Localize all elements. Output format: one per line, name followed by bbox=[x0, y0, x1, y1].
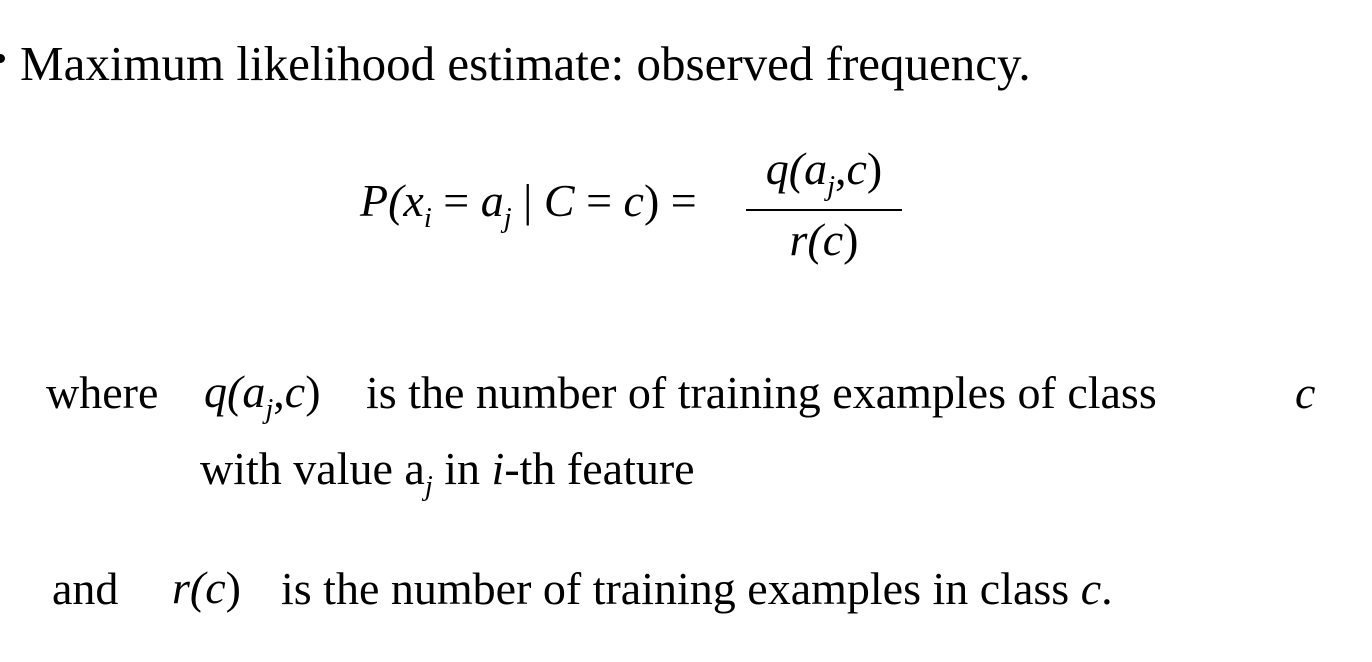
and-description bbox=[281, 563, 1113, 614]
eq-equals-2: = bbox=[574, 175, 624, 226]
eq-a: a bbox=[480, 175, 504, 226]
and-period: . bbox=[1101, 563, 1113, 614]
den-r-open: r( bbox=[789, 214, 823, 266]
num-close: ) bbox=[866, 143, 883, 194]
num-c: c bbox=[846, 143, 867, 194]
fraction-numerator bbox=[765, 143, 883, 202]
r-close: ) bbox=[225, 562, 241, 613]
value-mid: in bbox=[432, 443, 492, 494]
value-suffix: -th feature bbox=[504, 443, 695, 494]
fraction-denominator bbox=[789, 214, 859, 266]
q-open: q( bbox=[204, 366, 243, 417]
heading: Maximum likelihood estimate: observed frequency. bbox=[20, 36, 1031, 91]
eq-a-sub: j bbox=[503, 202, 512, 234]
eq-close-equals: ) = bbox=[643, 175, 697, 226]
where-class-var: c bbox=[1295, 367, 1316, 418]
where-q-expression bbox=[204, 366, 321, 425]
q-comma: , bbox=[273, 366, 285, 417]
fraction-bar bbox=[746, 209, 902, 211]
q-a: a bbox=[242, 366, 266, 417]
q-c: c bbox=[284, 366, 306, 417]
value-i: i bbox=[491, 443, 505, 494]
eq-given: | bbox=[511, 175, 544, 226]
eq-x-sub: i bbox=[423, 202, 432, 234]
equation-fraction bbox=[746, 143, 902, 266]
num-a-sub: j bbox=[827, 170, 835, 202]
num-a: a bbox=[804, 143, 828, 194]
and-text: is the number of training examples in class bbox=[281, 563, 1081, 614]
eq-equals-1: = bbox=[431, 175, 481, 226]
num-comma: , bbox=[835, 143, 847, 194]
and-class-var: c bbox=[1080, 563, 1102, 614]
eq-p-open: P( bbox=[360, 175, 404, 226]
and-r-expression bbox=[172, 562, 241, 613]
num-q-open: q( bbox=[765, 143, 805, 194]
den-close: ) bbox=[843, 214, 859, 266]
q-close: ) bbox=[305, 366, 321, 417]
eq-C: C bbox=[543, 175, 575, 226]
where-description-line2 bbox=[200, 443, 695, 502]
where-label: where bbox=[46, 367, 159, 418]
equation-lhs bbox=[360, 175, 697, 234]
and-label: and bbox=[52, 563, 119, 614]
value-prefix: with value a bbox=[200, 443, 425, 494]
value-sub: j bbox=[424, 470, 433, 502]
eq-c: c bbox=[623, 175, 644, 226]
r-c: c bbox=[205, 562, 226, 613]
den-c: c bbox=[822, 214, 844, 266]
eq-x: x bbox=[403, 175, 424, 226]
r-open: r( bbox=[172, 562, 206, 613]
where-description: is the number of training examples of class bbox=[366, 367, 1157, 418]
bullet-icon bbox=[0, 54, 5, 63]
q-a-sub: j bbox=[265, 393, 274, 425]
